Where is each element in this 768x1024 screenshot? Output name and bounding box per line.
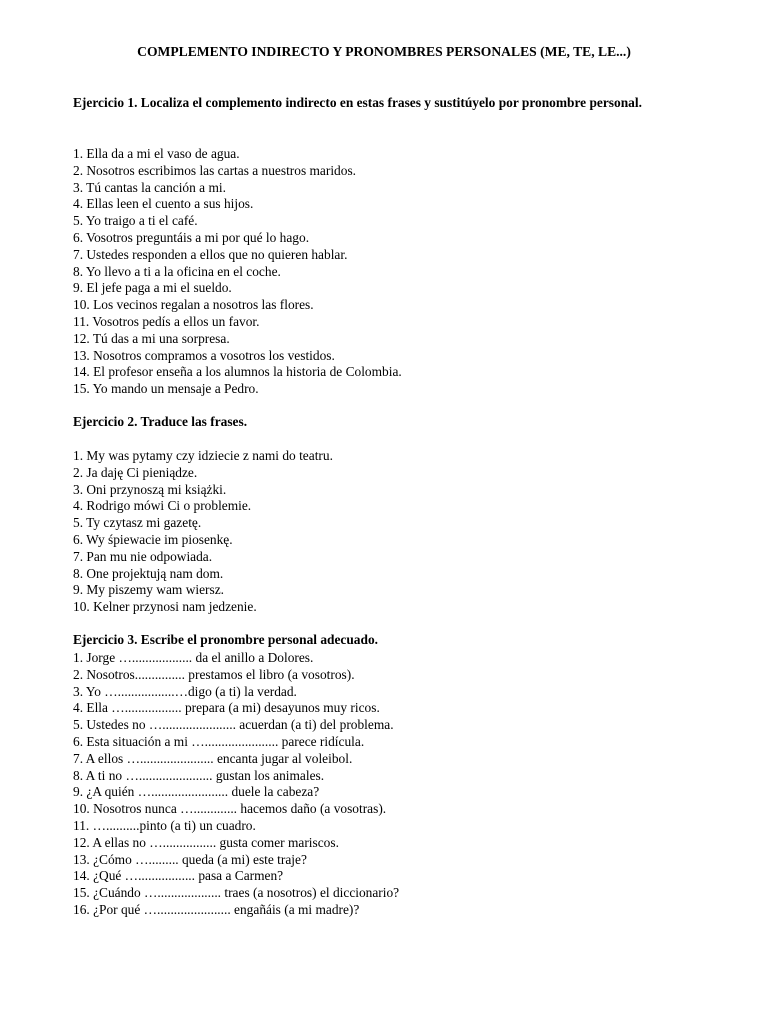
list-item: 5. Ty czytasz mi gazetę. [73, 515, 202, 531]
list-item: 1. Jorge ….................. da el anillo a Dolores. [73, 650, 314, 665]
list-item: 9. My piszemy wam wiersz. [73, 582, 224, 598]
list-item: 10. Los vecinos regalan a nosotros las flores. [73, 297, 314, 313]
exercise-3-list [73, 650, 399, 919]
list-item: 4. Rodrigo mówi Ci o problemie. [73, 498, 252, 514]
list-item: 11. Vosotros pedís a ellos un favor. [73, 313, 260, 329]
list-item: 1. Ella da a mi el vaso de agua. [73, 146, 240, 161]
list-item: 14. El profesor enseña a los alumnos la historia de Colombia. [73, 364, 402, 380]
list-item: 9. ¿A quién …....................... duele la cabeza? [73, 784, 320, 800]
list-item: 4. Ella …................. prepara (a mi) desayunos muy ricos. [73, 700, 380, 716]
exercise-3-heading: Ejercicio 3. Escribe el pronombre personal adecuado. [73, 632, 378, 647]
list-item: 12. Tú das a mi una sorpresa. [73, 330, 230, 346]
list-item: 15. ¿Cuándo …................... traes (a nosotros) el diccionario? [73, 885, 400, 901]
list-item: 15. Yo mando un mensaje a Pedro. [73, 381, 259, 397]
exercise-2-list [73, 448, 333, 616]
list-item: 8. Yo llevo a ti a la oficina en el coche. [73, 263, 281, 279]
list-item: 14. ¿Qué …................. pasa a Carmen? [73, 868, 284, 884]
page-title: COMPLEMENTO INDIRECTO Y PRONOMBRES PERSONALES (ME, TE, LE...) [137, 44, 631, 59]
list-item: 2. Ja daję Ci pieniądze. [73, 464, 198, 480]
list-item: 10. Kelner przynosi nam jedzenie. [73, 599, 257, 615]
list-item: 3. Oni przynoszą mi książki. [73, 481, 227, 497]
list-item: 16. ¿Por qué …...................... engañáis (a mi madre)? [73, 901, 360, 917]
list-item: 2. Nosotros............... prestamos el libro (a vosotros). [73, 666, 355, 682]
list-item: 6. Wy śpiewacie im piosenkę. [73, 531, 233, 547]
list-item: 7. Pan mu nie odpowiada. [73, 548, 213, 564]
list-item: 7. Ustedes responden a ellos que no quieren hablar. [73, 246, 348, 262]
exercise-2-heading: Ejercicio 2. Traduce las frases. [73, 414, 248, 429]
list-item: 13. ¿Cómo …......... queda (a mi) este traje? [73, 851, 307, 867]
list-item: 11. …..........pinto (a ti) un cuadro. [73, 817, 256, 833]
list-item: 3. Tú cantas la canción a mi. [73, 179, 226, 195]
exercise-1-list [73, 146, 402, 398]
list-item: 3. Yo ….................…digo (a ti) la verdad. [73, 683, 297, 699]
list-item: 7. A ellos …...................... encanta jugar al voleibol. [73, 750, 353, 766]
list-item: 1. My was pytamy czy idziecie z nami do teatru. [73, 448, 333, 463]
list-item: 5. Yo traigo a ti el café. [73, 213, 198, 229]
list-item: 8. One projektują nam dom. [73, 565, 224, 581]
list-item: 6. Esta situación a mi …...................... parece ridícula. [73, 733, 365, 749]
list-item: 6. Vosotros preguntáis a mi por qué lo hago. [73, 229, 310, 245]
list-item: 13. Nosotros compramos a vosotros los vestidos. [73, 347, 335, 363]
list-item: 12. A ellas no …................ gusta comer mariscos. [73, 834, 339, 850]
list-item: 10. Nosotros nunca …............. hacemos daño (a vosotras). [73, 801, 387, 817]
list-item: 2. Nosotros escribimos las cartas a nuestros maridos. [73, 162, 357, 178]
list-item: 8. A ti no …...................... gustan los animales. [73, 767, 325, 783]
list-item: 9. El jefe paga a mi el sueldo. [73, 280, 232, 296]
list-item: 5. Ustedes no …...................... acuerdan (a ti) del problema. [73, 717, 394, 733]
exercise-1-heading: Ejercicio 1. Localiza el complemento indirecto en estas frases y sustitúyelo por pronombre personal. [73, 95, 642, 110]
list-item: 4. Ellas leen el cuento a sus hijos. [73, 196, 254, 212]
